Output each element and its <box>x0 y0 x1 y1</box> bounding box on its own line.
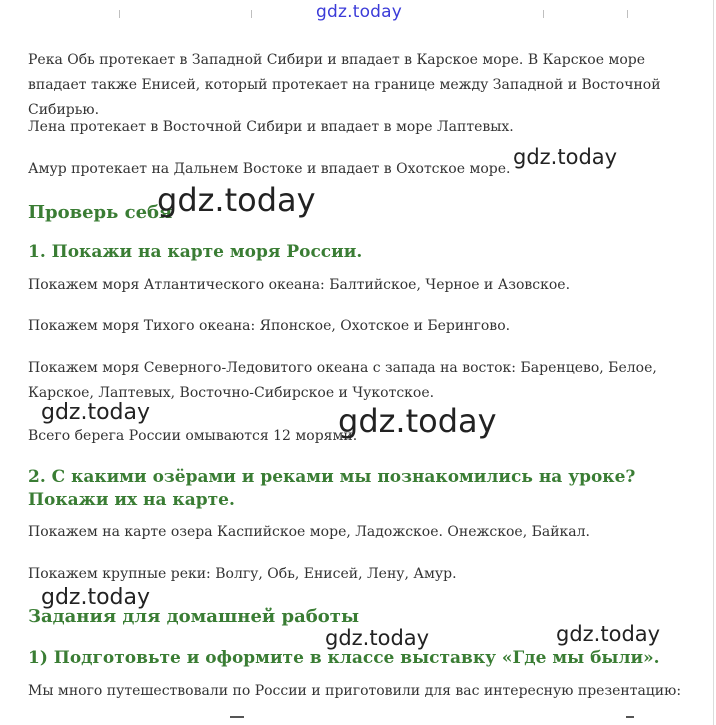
watermark: gdz.today <box>338 402 497 440</box>
paragraph-lena: Лена протекает в Восточной Сибири и впадает в море Лаптевых. <box>28 119 514 135</box>
top-decoration <box>0 0 716 20</box>
watermark-header: gdz.today <box>316 2 403 22</box>
answer-lakes: Покажем на карте озера Каспийское море, Ладожское. Онежское, Байкал. <box>28 524 590 540</box>
paragraph-amur: Амур протекает на Дальнем Востоке и впадает в Охотское море. <box>28 161 511 177</box>
heading-homework-task-1: 1) Подготовьте и оформите в классе выставку «Где мы были». <box>28 648 660 668</box>
watermark: gdz.today <box>325 626 430 650</box>
paragraph-ob-yenisei: Река Обь протекает в Западной Сибири и впадает в Карское море. В Карское море впадает также Енисей, который протекает на границе между Западной и Восточной Сибирью. <box>28 52 661 118</box>
watermark: gdz.today <box>513 145 618 169</box>
page-border <box>713 0 714 725</box>
clipped-next-line <box>0 716 716 725</box>
watermark: gdz.today <box>556 622 661 646</box>
answer-arctic-seas: Покажем моря Северного-Ледовитого океана с запада на восток: Баренцево, Белое, Карское, Лаптевых, Восточно-Сибирское и Чукотское. <box>28 360 657 401</box>
watermark: gdz.today <box>41 585 151 610</box>
answer-atlantic-seas: Покажем моря Атлантического океана: Балтийское, Черное и Азовское. <box>28 277 571 293</box>
heading-check-yourself: Проверь себя <box>28 202 173 223</box>
answer-pacific-seas: Покажем моря Тихого океана: Японское, Охотское и Берингово. <box>28 318 511 334</box>
answer-rivers: Покажем крупные реки: Волгу, Обь, Енисей, Лену, Амур. <box>28 566 457 582</box>
heading-question-1: 1. Покажи на карте моря России. <box>28 242 363 262</box>
answer-seas-total: Всего берега России омываются 12 морями. <box>28 428 358 444</box>
watermark: gdz.today <box>157 181 316 219</box>
heading-homework: Задания для домашней работы <box>28 606 359 627</box>
watermark: gdz.today <box>41 400 151 425</box>
paragraph-presentation: Мы много путешествовали по России и приготовили для вас интересную презентацию: <box>28 683 682 699</box>
heading-question-2: 2. С какими озёрами и реками мы познакомились на уроке? Покажи их на карте. <box>28 467 636 510</box>
